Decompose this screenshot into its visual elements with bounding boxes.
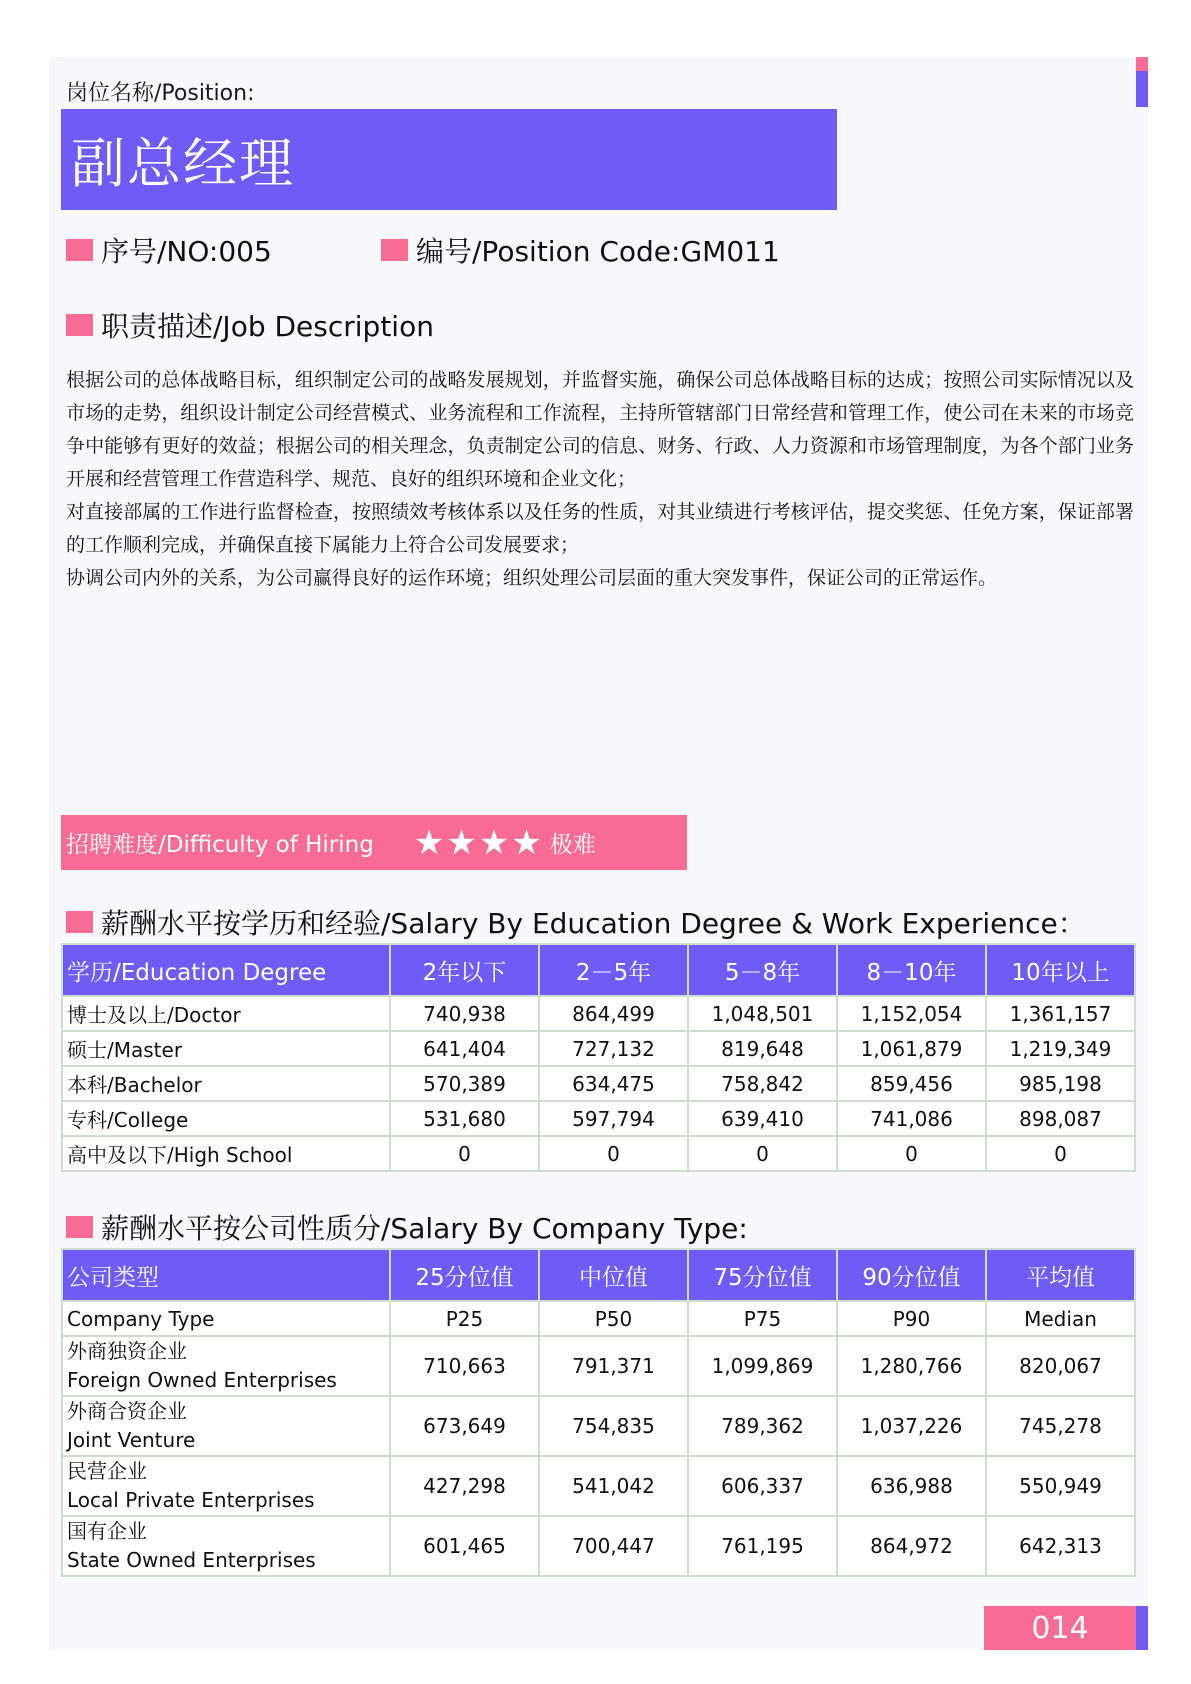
row-label-en: Joint Venture <box>67 1428 196 1452</box>
column-header: 2－5年 <box>539 944 688 996</box>
column-header: 学历/Education Degree <box>62 944 390 996</box>
table-cell: 864,499 <box>539 996 688 1031</box>
table-cell: 550,949 <box>986 1456 1135 1516</box>
subheader-cell: Company Type <box>62 1301 390 1336</box>
table-cell: 642,313 <box>986 1516 1135 1576</box>
table-cell: 1,061,879 <box>837 1031 986 1066</box>
row-label: 专科/College <box>62 1101 390 1136</box>
row-label: 高中及以下/High School <box>62 1136 390 1171</box>
table-row <box>62 1396 1135 1456</box>
job-description-heading-row <box>66 305 434 345</box>
row-label <box>62 1336 390 1396</box>
table-cell: 1,219,349 <box>986 1031 1135 1066</box>
salary-education-heading-row <box>66 902 1086 942</box>
salary-company-table <box>61 1248 1136 1577</box>
top-accent-bar <box>1136 57 1148 107</box>
description-paragraph: 根据公司的总体战略目标，组织制定公司的战略发展规划，并监督实施，确保公司总体战略目标的达成；按照公司实际情况以及市场的走势，组织设计制定公司经营模式、业务流程和工作流程，主持所管辖部门日常经营和管理工作，使公司在未来的市场竞争中能够有更好的效益；根据公司的相关理念，负责制定公司的信息、财务、行政、人力资源和市场管理制度，为各个部门业务开展和经营管理工作营造科学、规范、良好的组织环境和企业文化； <box>66 369 1134 490</box>
table-cell: 727,132 <box>539 1031 688 1066</box>
table-cell: 636,988 <box>837 1456 986 1516</box>
code-line <box>381 230 780 270</box>
salary-education-table <box>61 943 1136 1172</box>
column-header: 8－10年 <box>837 944 986 996</box>
column-header: 公司类型 <box>62 1249 390 1301</box>
row-label <box>62 1516 390 1576</box>
table-row <box>62 1336 1135 1396</box>
row-label-en: State Owned Enterprises <box>67 1548 316 1572</box>
table-subheader-row <box>62 1301 1135 1336</box>
table-cell: 639,410 <box>688 1101 837 1136</box>
table-row <box>62 996 1135 1031</box>
star-rating-icon: ★★★★ <box>413 822 544 863</box>
table-cell: 641,404 <box>390 1031 539 1066</box>
table-cell: 740,938 <box>390 996 539 1031</box>
table-row <box>62 1031 1135 1066</box>
salary-company-heading: 薪酬水平按公司性质分/Salary By Company Type: <box>101 1212 748 1245</box>
accent-segment-purple <box>1136 71 1148 107</box>
table-cell: 1,037,226 <box>837 1396 986 1456</box>
table-cell: 791,371 <box>539 1336 688 1396</box>
table-cell: 761,195 <box>688 1516 837 1576</box>
bullet-square <box>381 239 408 261</box>
page-number: 014 <box>984 1606 1136 1650</box>
column-header: 中位值 <box>539 1249 688 1301</box>
row-label-cn: 国有企业 <box>67 1519 147 1543</box>
job-description-heading: 职责描述/Job Description <box>101 310 434 343</box>
table-cell: 1,099,869 <box>688 1336 837 1396</box>
table-cell: 0 <box>837 1136 986 1171</box>
column-header: 25分位值 <box>390 1249 539 1301</box>
subheader-cell: P75 <box>688 1301 837 1336</box>
table-row <box>62 1456 1135 1516</box>
column-header: 75分位值 <box>688 1249 837 1301</box>
table-cell: 673,649 <box>390 1396 539 1456</box>
table-cell: 427,298 <box>390 1456 539 1516</box>
position-code: 编号/Position Code:GM011 <box>416 235 780 268</box>
table-cell: 741,086 <box>837 1101 986 1136</box>
number-line <box>66 230 272 270</box>
table-row <box>62 1066 1135 1101</box>
bullet-square <box>66 911 93 933</box>
difficulty-label: 招聘难度/Difficulty of Hiring <box>66 832 374 858</box>
row-label-cn: 外商独资企业 <box>67 1339 187 1363</box>
table-row <box>62 1136 1135 1171</box>
table-cell: 570,389 <box>390 1066 539 1101</box>
position-title: 副总经理 <box>71 132 295 195</box>
table-row <box>62 1101 1135 1136</box>
bullet-square <box>66 1216 93 1238</box>
table-header-row <box>62 944 1135 996</box>
table-cell: 597,794 <box>539 1101 688 1136</box>
column-header: 90分位值 <box>837 1249 986 1301</box>
position-label: 岗位名称/Position: <box>66 81 255 106</box>
row-label <box>62 1396 390 1456</box>
column-header: 5－8年 <box>688 944 837 996</box>
position-title-banner <box>61 109 837 210</box>
table-cell: 820,067 <box>986 1336 1135 1396</box>
table-cell: 1,152,054 <box>837 996 986 1031</box>
salary-company-heading-row <box>66 1207 748 1247</box>
table-row <box>62 1516 1135 1576</box>
subheader-cell: P25 <box>390 1301 539 1336</box>
table-cell: 864,972 <box>837 1516 986 1576</box>
column-header: 2年以下 <box>390 944 539 996</box>
subheader-cell: P90 <box>837 1301 986 1336</box>
row-label-en: Foreign Owned Enterprises <box>67 1368 337 1392</box>
job-description-body <box>66 364 1134 595</box>
table-cell: 1,361,157 <box>986 996 1135 1031</box>
description-paragraph: 协调公司内外的关系，为公司赢得良好的运作环境；组织处理公司层面的重大突发事件，保证公司的正常运作。 <box>66 567 998 589</box>
position-number: 序号/NO:005 <box>101 235 272 268</box>
table-cell: 0 <box>688 1136 837 1171</box>
table-cell: 601,465 <box>390 1516 539 1576</box>
row-label-cn: 民营企业 <box>67 1459 147 1483</box>
table-cell: 1,280,766 <box>837 1336 986 1396</box>
table-cell: 700,447 <box>539 1516 688 1576</box>
subheader-cell: Median <box>986 1301 1135 1336</box>
table-cell: 531,680 <box>390 1101 539 1136</box>
table-header-row <box>62 1249 1135 1301</box>
table-cell: 985,198 <box>986 1066 1135 1101</box>
table-cell: 898,087 <box>986 1101 1135 1136</box>
table-cell: 819,648 <box>688 1031 837 1066</box>
table-cell: 710,663 <box>390 1336 539 1396</box>
table-cell: 541,042 <box>539 1456 688 1516</box>
hiring-difficulty-banner <box>61 815 687 870</box>
row-label: 本科/Bachelor <box>62 1066 390 1101</box>
row-label <box>62 1456 390 1516</box>
row-label: 硕士/Master <box>62 1031 390 1066</box>
bullet-square <box>66 314 93 336</box>
description-paragraph: 对直接部属的工作进行监督检查，按照绩效考核体系以及任务的性质，对其业绩进行考核评估，提交奖惩、任免方案，保证部署的工作顺利完成，并确保直接下属能力上符合公司发展要求； <box>66 501 1134 556</box>
table-cell: 789,362 <box>688 1396 837 1456</box>
bullet-square <box>66 239 93 261</box>
table-cell: 606,337 <box>688 1456 837 1516</box>
difficulty-level: 极难 <box>549 832 596 858</box>
table-cell: 859,456 <box>837 1066 986 1101</box>
row-label: 博士及以上/Doctor <box>62 996 390 1031</box>
table-cell: 634,475 <box>539 1066 688 1101</box>
table-cell: 754,835 <box>539 1396 688 1456</box>
column-header: 10年以上 <box>986 944 1135 996</box>
table-cell: 758,842 <box>688 1066 837 1101</box>
table-cell: 0 <box>539 1136 688 1171</box>
table-cell: 1,048,501 <box>688 996 837 1031</box>
table-cell: 0 <box>390 1136 539 1171</box>
table-cell: 745,278 <box>986 1396 1135 1456</box>
table-cell: 0 <box>986 1136 1135 1171</box>
salary-education-heading: 薪酬水平按学历和经验/Salary By Education Degree & Work Experience： <box>101 907 1086 940</box>
row-label-en: Local Private Enterprises <box>67 1488 315 1512</box>
subheader-cell: P50 <box>539 1301 688 1336</box>
accent-segment-pink <box>1136 57 1148 71</box>
page-number-accent <box>1136 1606 1148 1650</box>
column-header: 平均值 <box>986 1249 1135 1301</box>
row-label-cn: 外商合资企业 <box>67 1399 187 1423</box>
